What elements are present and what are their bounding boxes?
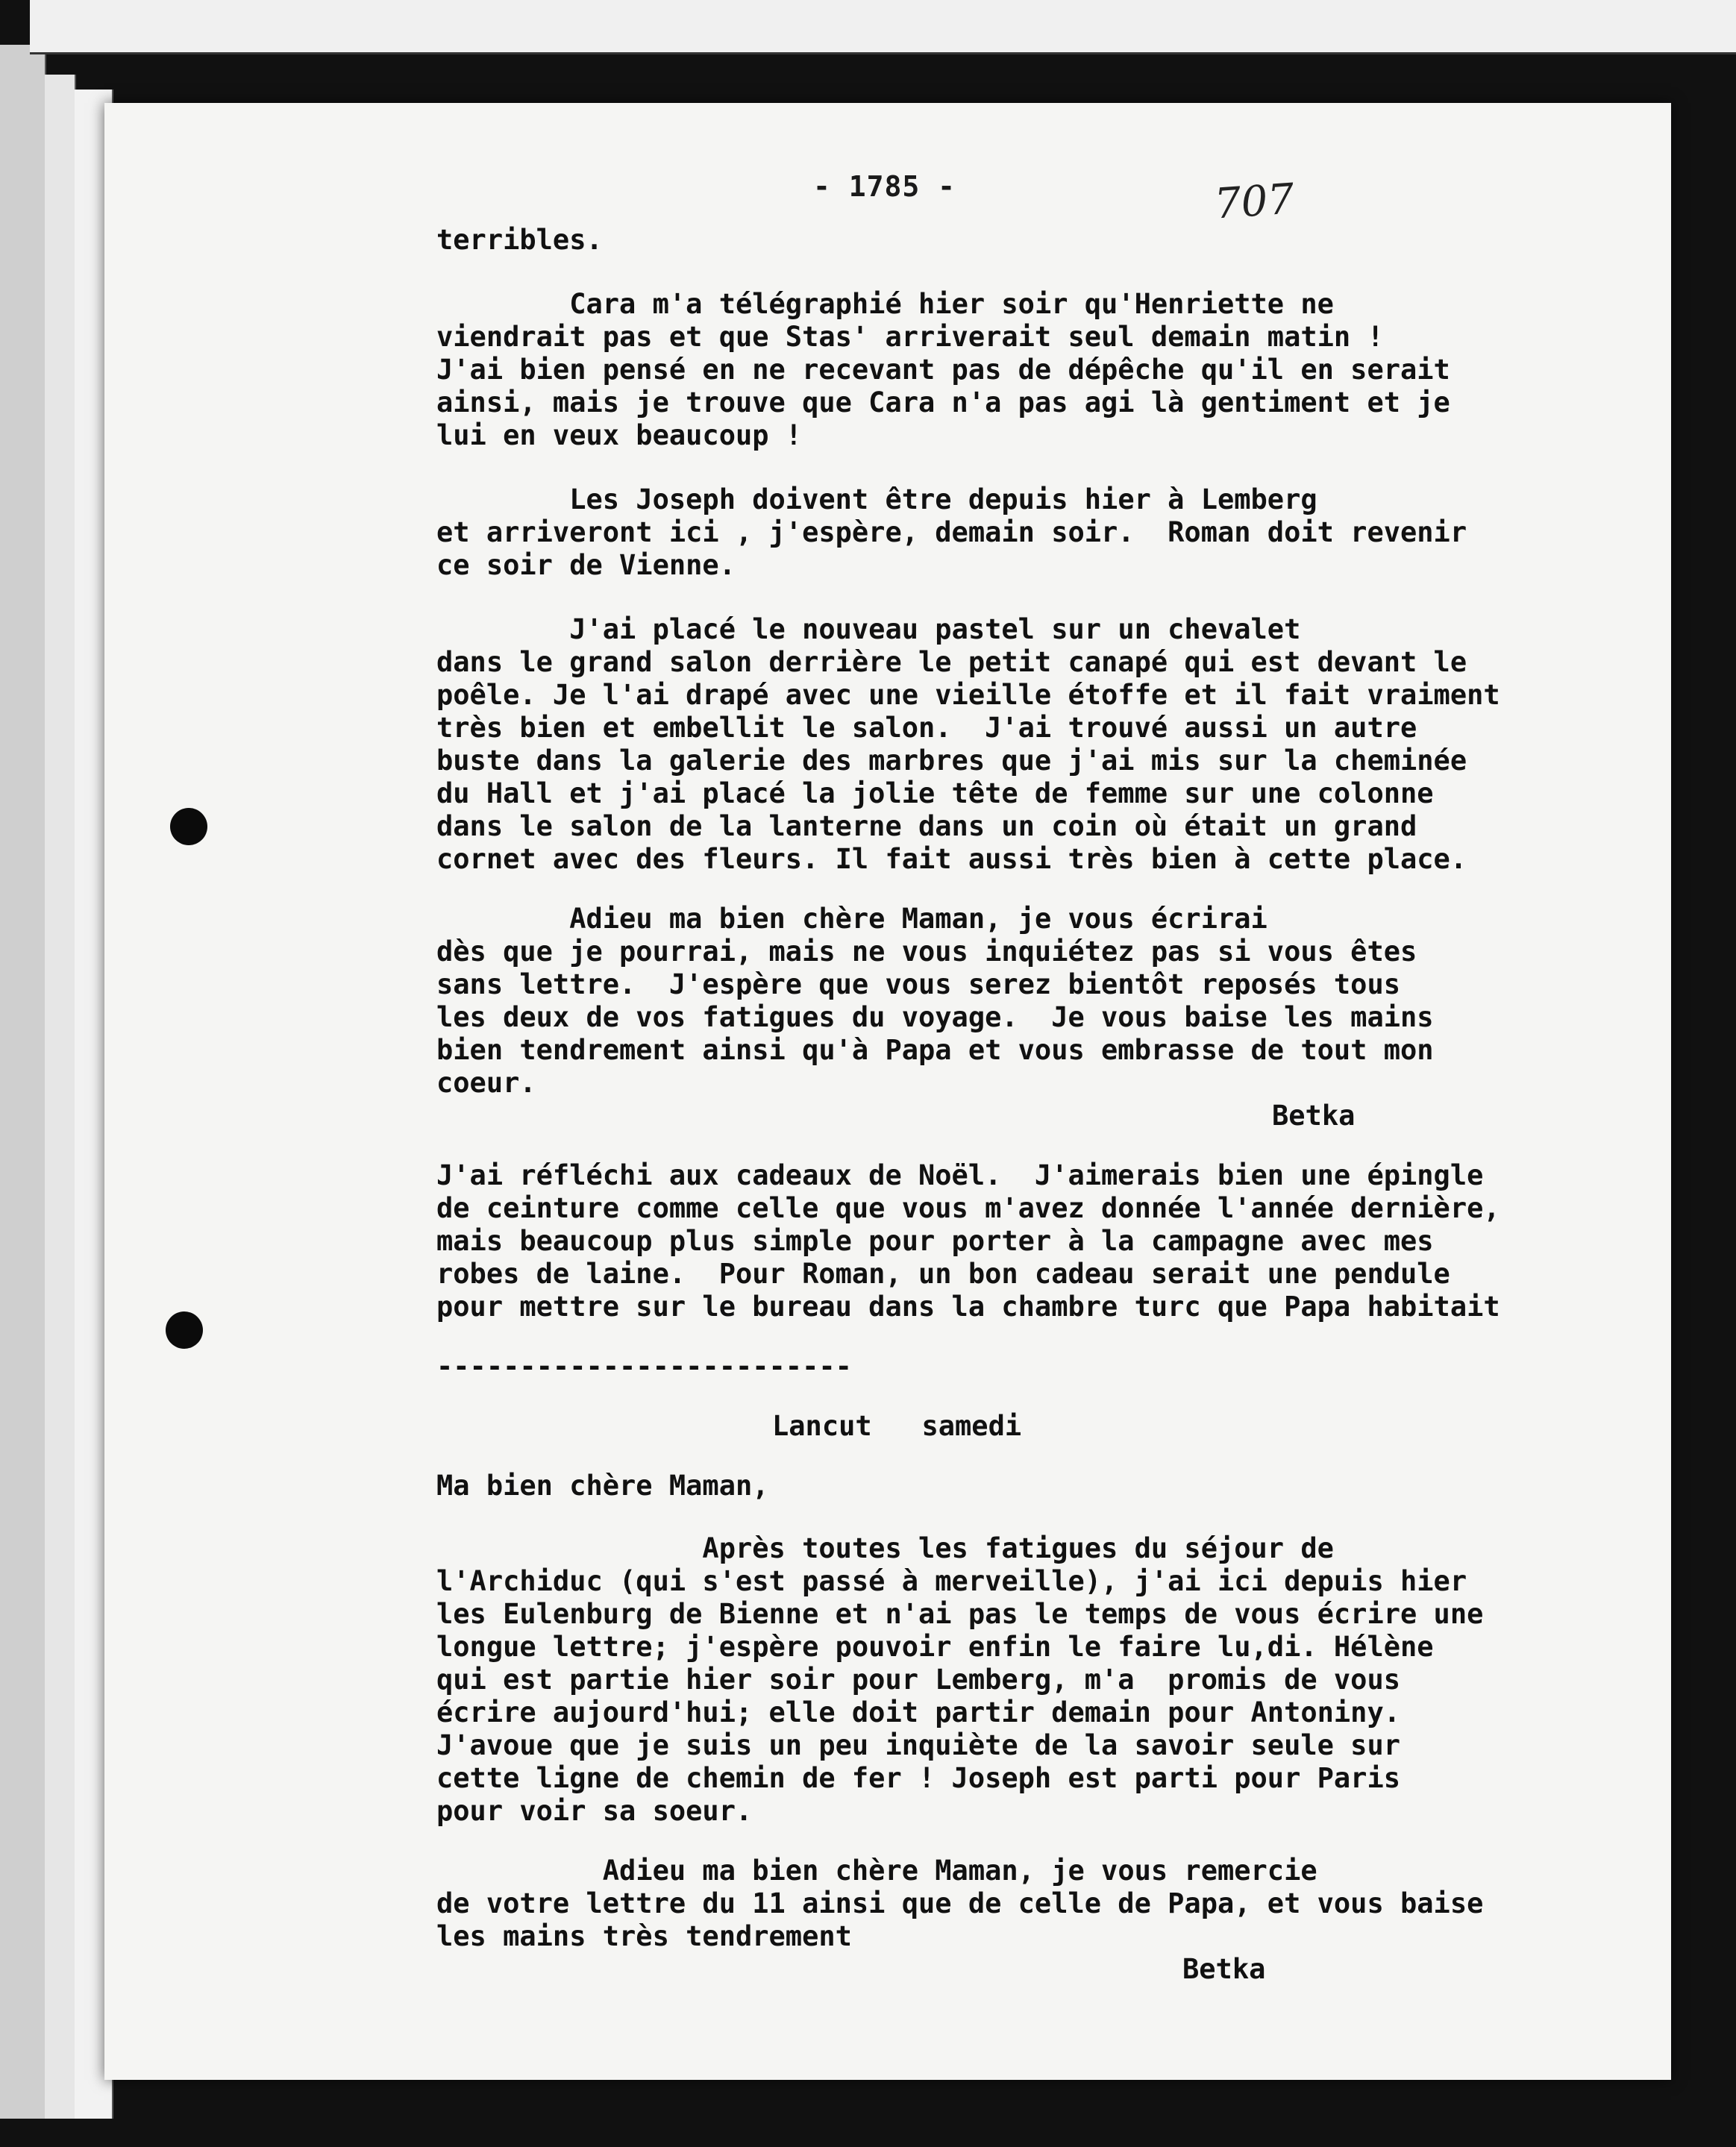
- letter2-paragraph-2: Adieu ma bien chère Maman, je vous remercie de votre lettre du 11 ainsi que de celle de Papa, et vous baise les mains très tendrement: [436, 1855, 1484, 1952]
- letter2-paragraph-1: Après toutes les fatigues du séjour de l'Archiduc (qui s'est passé à merveille), j'ai ici depuis hier les Eulenburg de Bienne et n'ai pas le temps de vous écrire une longue lettre; j'espère pouvoir enfin le faire lu,di. Hélène qui est partie hier soir pour Lemberg, m'a promis de vous écrire aujourd'hui; elle doit partir demain pour Antoniny. J'avoue que je suis un peu inquiète de la savoir seule sur cette ligne de chemin de fer ! Joseph est parti pour Paris pour voir sa soeur.: [436, 1532, 1484, 1827]
- letter2-signature: Betka: [1182, 1953, 1266, 1985]
- letter2-salutation: Ma bien chère Maman,: [436, 1470, 769, 1502]
- opening-word: terribles.: [436, 224, 603, 256]
- letter1-postscript: J'ai réfléchi aux cadeaux de Noël. J'aimerais bien une épingle de ceinture comme celle que vous m'avez donnée l'année dernière, mais beaucoup plus simple pour porter à la campagne avec mes robes de laine. Pour Roman, un bon cadeau serait une pendule pour mettre sur le bureau dans la chambre turc que Papa habitait: [436, 1159, 1500, 1323]
- page-stack-edge: [0, 45, 46, 2119]
- letter1-paragraph-2: Les Joseph doivent être depuis hier à Lemberg et arriveront ici , j'espère, demain soir. Roman doit revenir ce soir de Vienne.: [436, 483, 1467, 581]
- letter1-paragraph-1: Cara m'a télégraphié hier soir qu'Henriette ne viendrait pas et que Stas' arriverait seul demain matin ! J'ai bien pensé en ne recevant pas de dépêche qu'il en serait ainsi, mais je trouve que Cara n'a pas agi là gentiment et je lui en veux beaucoup !: [436, 288, 1450, 451]
- binder-top-strip: [30, 0, 1736, 54]
- letter1-signature: Betka: [1272, 1100, 1356, 1132]
- page-stack-edge: [45, 75, 76, 2119]
- separator-line: -------------------------: [436, 1350, 852, 1382]
- letter1-paragraph-3: J'ai placé le nouveau pastel sur un chevalet dans le grand salon derrière le petit canapé qui est devant le poêle. Je l'ai drapé avec une vieille étoffe et il fait vraiment très bien et embellit le salon. J'ai trouvé aussi un autre buste dans la galerie des marbres que j'ai mis sur la cheminée du Hall et j'ai placé la jolie tête de femme sur une colonne dans le salon de la lanterne dans un coin où était un grand cornet avec des fleurs. Il fait aussi très bien à cette place.: [436, 613, 1500, 875]
- letter1-paragraph-4: Adieu ma bien chère Maman, je vous écrirai dès que je pourrai, mais ne vous inquiétez pas si vous êtes sans lettre. J'espère que vous serez bientôt reposés tous les deux de vos fatigues du voyage. Je vous baise les mains bien tendrement ainsi qu'à Papa et vous embrasse de tout mon coeur.: [436, 903, 1434, 1099]
- punch-hole: [170, 808, 207, 845]
- handwritten-folio-number: 707: [1212, 175, 1297, 229]
- letter2-place-date: Lancut samedi: [772, 1410, 1022, 1442]
- punch-hole: [166, 1311, 203, 1349]
- page-number: - 1785 -: [813, 170, 956, 203]
- letter-body: [436, 224, 1638, 1986]
